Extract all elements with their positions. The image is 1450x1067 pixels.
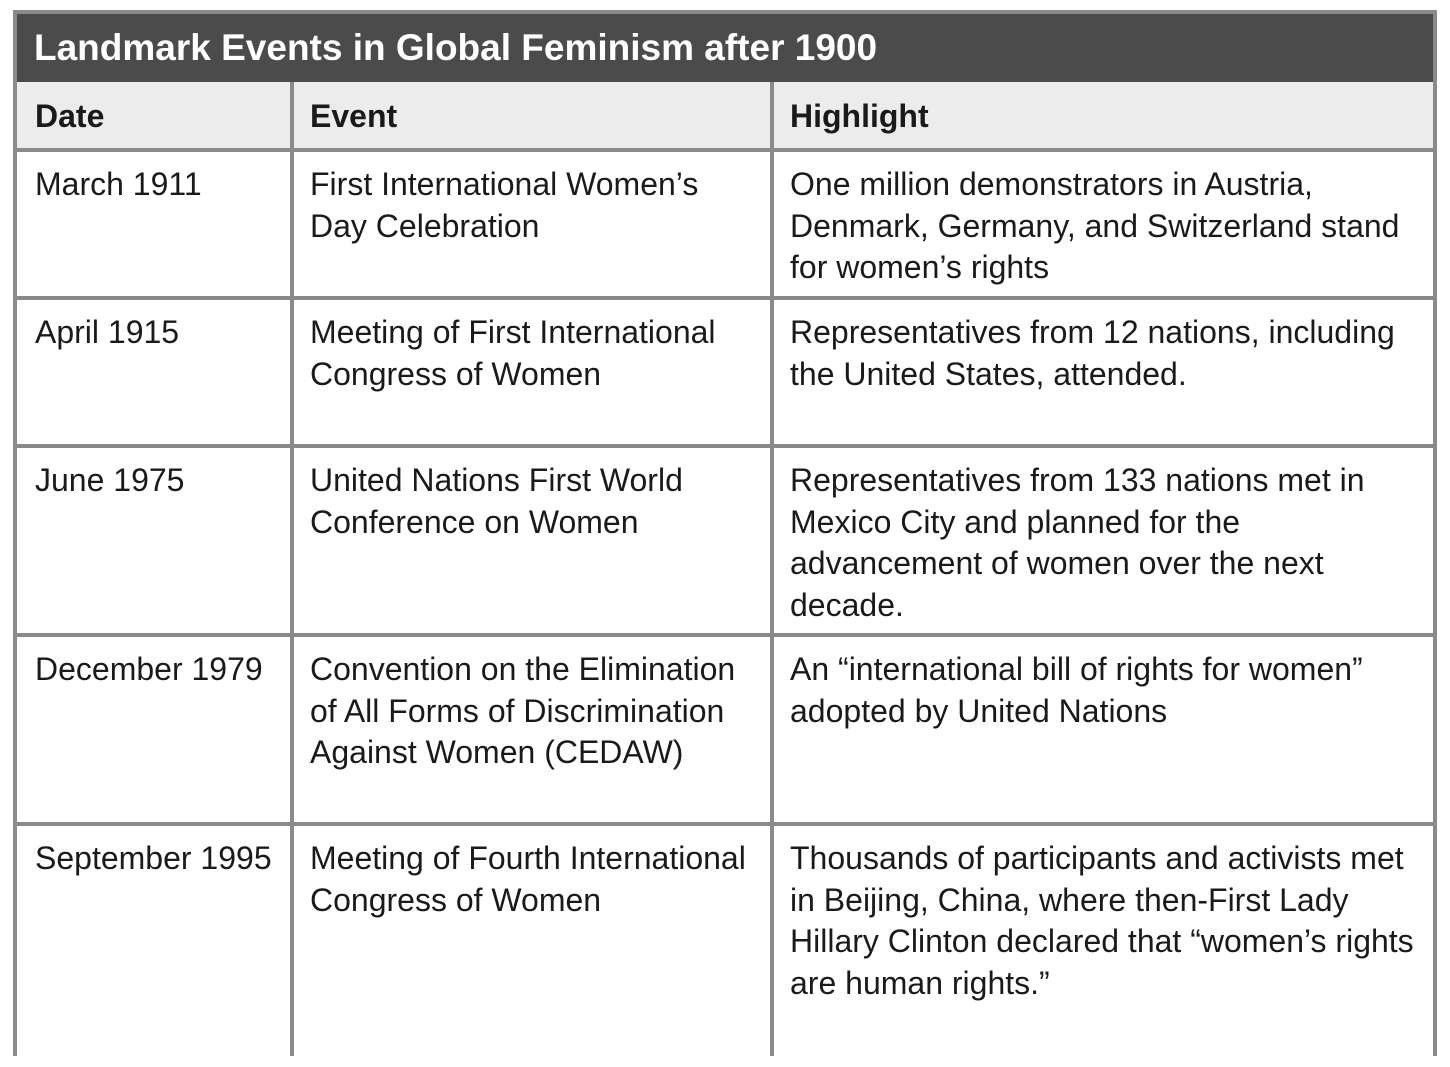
cell-event: Convention on the Elimination of All Forms of Discrimination Against Women (CEDAW) [294, 637, 774, 826]
cell-date: April 1915 [17, 300, 294, 448]
table-title: Landmark Events in Global Feminism after 1900 [17, 14, 1433, 82]
cell-date: June 1975 [17, 448, 294, 637]
cell-date: September 1995 [17, 826, 294, 1056]
cell-event: United Nations First World Conference on Women [294, 448, 774, 637]
column-header-highlight: Highlight [774, 82, 1433, 152]
cell-event: Meeting of First International Congress of Women [294, 300, 774, 448]
header-row [17, 82, 1433, 152]
table-row [17, 637, 1433, 826]
cell-date: December 1979 [17, 637, 294, 826]
cell-event: Meeting of Fourth International Congress of Women [294, 826, 774, 1056]
table-row [17, 826, 1433, 1056]
events-table [17, 82, 1433, 1056]
cell-highlight: One million demonstrators in Austria, Denmark, Germany, and Switzerland stand for women’s rights [774, 152, 1433, 300]
events-table-frame [13, 10, 1437, 1056]
table-row [17, 300, 1433, 448]
cell-event: First International Women’s Day Celebration [294, 152, 774, 300]
cell-highlight: Representatives from 133 nations met in Mexico City and planned for the advancement of women over the next decade. [774, 448, 1433, 637]
cell-highlight: Thousands of participants and activists met in Beijing, China, where then-First Lady Hillary Clinton declared that “women’s rights are human rights.” [774, 826, 1433, 1056]
column-header-event: Event [294, 82, 774, 152]
cell-date: March 1911 [17, 152, 294, 300]
cell-highlight: Representatives from 12 nations, including the United States, attended. [774, 300, 1433, 448]
table-row [17, 152, 1433, 300]
table-row [17, 448, 1433, 637]
column-header-date: Date [17, 82, 294, 152]
cell-highlight: An “international bill of rights for women” adopted by United Nations [774, 637, 1433, 826]
